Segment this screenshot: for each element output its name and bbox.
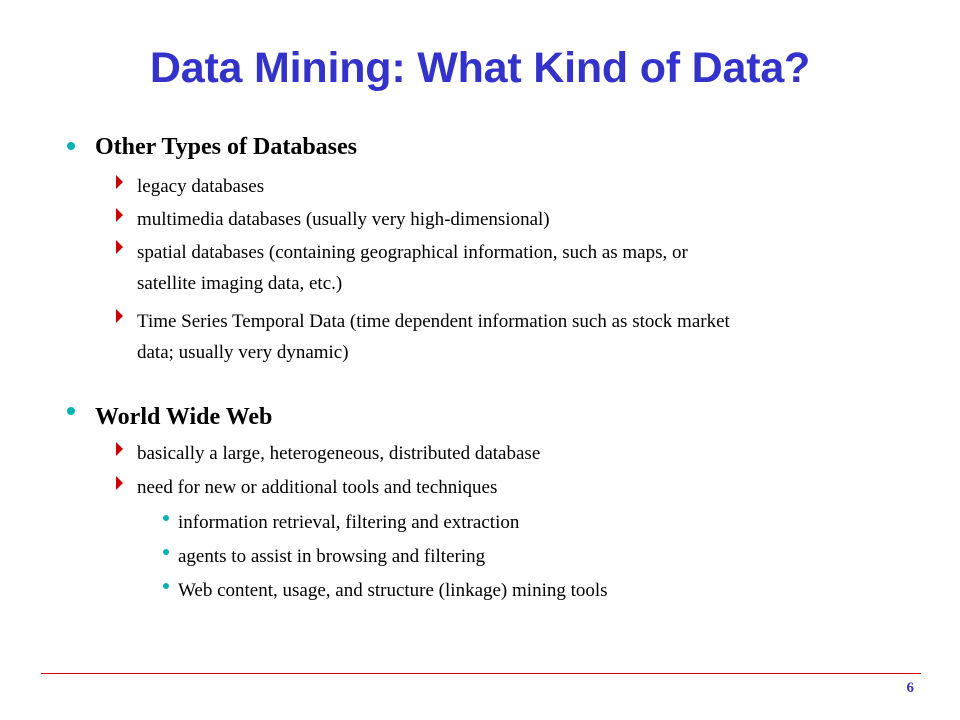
triangle-bullet-icon	[116, 476, 123, 490]
small-dot-bullet-icon	[163, 583, 169, 589]
list-item: Time Series Temporal Data (time dependent information such as stock market	[137, 311, 730, 332]
list-item: spatial databases (containing geographical information, such as maps, or	[137, 242, 688, 263]
sub-list-item: information retrieval, filtering and extraction	[178, 512, 520, 533]
list-item: basically a large, heterogeneous, distributed database	[137, 443, 541, 464]
list-item: legacy databases	[137, 176, 265, 197]
triangle-bullet-icon	[116, 309, 123, 323]
section-heading-other-databases: Other Types of Databases	[95, 134, 358, 160]
triangle-bullet-icon	[116, 240, 123, 254]
section-heading-world-wide-web: World Wide Web	[95, 404, 273, 430]
triangle-bullet-icon	[116, 208, 123, 222]
page-number: 6	[906, 680, 914, 696]
footer-divider	[41, 673, 921, 674]
small-dot-bullet-icon	[163, 515, 169, 521]
triangle-bullet-icon	[116, 175, 123, 189]
sub-list-item: Web content, usage, and structure (linkage) mining tools	[178, 580, 608, 601]
list-item: multimedia databases (usually very high-dimensional)	[137, 209, 550, 230]
triangle-bullet-icon	[116, 442, 123, 456]
small-dot-bullet-icon	[163, 549, 169, 555]
list-item-continuation: data; usually very dynamic)	[137, 342, 349, 363]
slide-title: Data Mining: What Kind of Data?	[149, 44, 811, 92]
list-item-continuation: satellite imaging data, etc.)	[137, 273, 343, 294]
bullet-dot-icon	[67, 142, 75, 150]
list-item: need for new or additional tools and techniques	[137, 477, 498, 498]
bullet-dot-icon	[67, 407, 75, 415]
sub-list-item: agents to assist in browsing and filtering	[178, 546, 486, 567]
